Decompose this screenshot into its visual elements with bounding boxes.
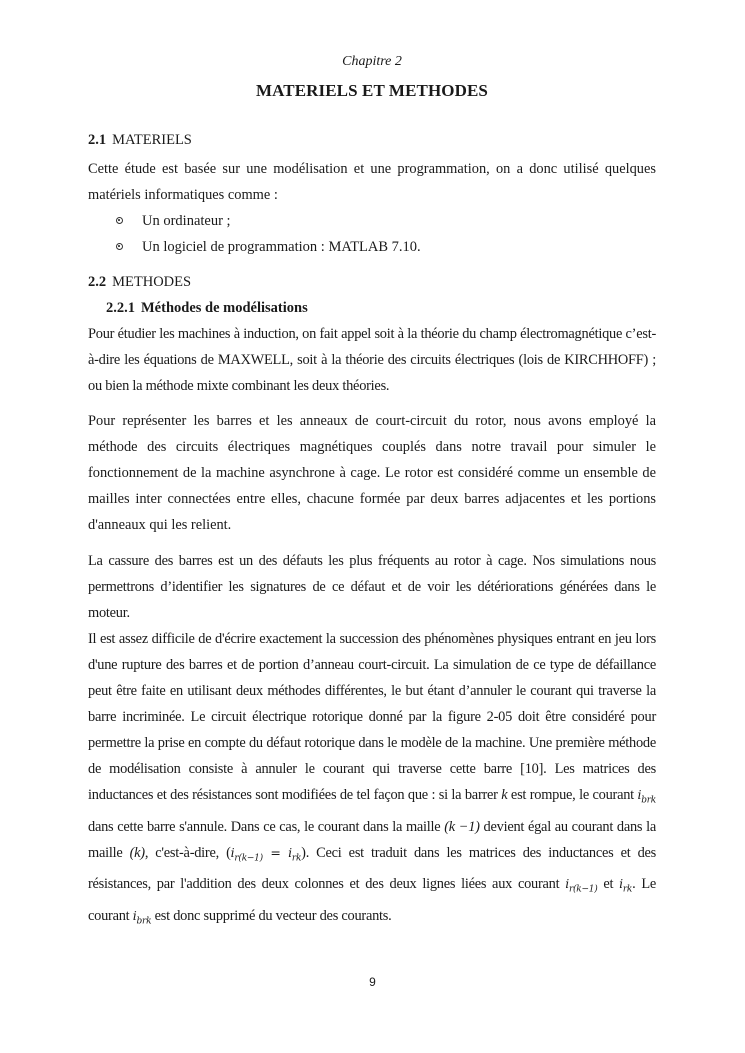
section-heading-2-1 [88,132,192,149]
paragraph-2: Pour représenter les barres et les anneaux de court-circuit du rotor, nous avons employé la méthode des circuits électriques magnétiques couplés dans notre travail pour simuler le fonctionnement de la machine asynchrone à cage. Le rotor est considéré comme un ensemble de mailles inter connectées entre elles, chacune formée par deux barres adjacentes et les portions d'anneaux qui les relient. [88,413,656,533]
math-var-k: k [501,787,508,803]
page-number: 9 [369,975,376,989]
section-title: MATERIELS [112,132,192,148]
paragraph-1: Pour étudier les machines à induction, on fait appel soit à la théorie du champ électromagnétique c’est-à-dire les équations de MAXWELL, soit à la théorie des circuits électriques (lois de KIRCHHOFF) ; ou bien la méthode mixte combinant les deux théories. [88,326,656,394]
subsection-heading-2-2-1 [106,300,308,317]
text-run: et [597,876,620,892]
list-item-text: Un ordinateur ; [142,213,231,229]
paragraph-materiels: Cette étude est basée sur une modélisation et une programmation, on a donc utilisé quelques matériels informatiques comme : [88,161,656,203]
text-run: est rompue, le courant [507,787,638,803]
section-number: 2.2 [88,274,107,290]
math-i-rk-1b: $i_{r(k-1)}$ [565,876,598,895]
math-i-rk-1: $i_{r(k-1)} = i_{rk}$ [230,844,302,863]
paragraph-4 [88,626,656,934]
text-run: ). Ceci est traduit dans les matrices des inductances et des résistances, par l'addition des deux colonnes et des deux lignes liées aux courant [88,844,657,892]
math-k-minus-1: (k −1) [444,818,480,835]
math-k: (k) [129,844,145,861]
text-run: , c'est-à-dire, ( [144,844,231,861]
paragraph-3: La cassure des barres est un des défauts les plus fréquents au rotor à cage. Nos simulations nous permettrons d’identifier les signatures de ce défaut et de voir les détériorations générées dans le moteur. [88,553,656,621]
chapter-label: Chapitre 2 [342,54,402,69]
section-title: METHODES [112,274,192,290]
list-item-text: Un logiciel de programmation : MATLAB 7.10. [142,239,421,255]
math-i-brk: $i_{brk}$ [637,787,656,806]
bullet-icon [116,217,123,224]
list-item [88,208,656,234]
text-run: . Le courant [88,876,657,924]
text-run: dans cette barre s'annule. Dans ce cas, le courant dans la maille [88,818,445,835]
section-number: 2.1 [88,132,107,148]
materials-list [88,208,656,260]
section-heading-2-2 [88,274,191,291]
chapter-title: MATERIELS ET METHODES [256,81,488,100]
subsection-number: 2.2.1 [106,300,135,316]
text-run: Il est assez difficile de d'écrire exactement la succession des phénomènes physiques entrant en jeu lors d'une rupture des barres et de portion d’anneau court-circuit. La simulation de ce type de défaillance peut être faite en utilisant deux méthodes différentes, le but étant d’annuler le courant qui traverse la barre incriminée. Le circuit électrique rotorique donné par la figure 2-05 doit être considéré pour permettre la prise en compte du défaut rotorique dans le modèle de la machine. Une première méthode de modélisation consiste à annuler le courant qui traverse cette barre [10]. Les matrices des inductances et des résistances sont modifiées de tel façon que : si la barrer [88,631,656,803]
subsection-title: Méthodes de modélisations [141,300,308,316]
math-i-brk-2: $i_{brk}$ [132,907,152,926]
text-run: est donc supprimé du vecteur des courants. [151,907,392,924]
math-i-rk: $i_{rk}$ [619,876,633,895]
bullet-icon [116,243,123,250]
text-run: devient égal au courant dans la maille [88,818,656,861]
list-item [88,234,656,260]
